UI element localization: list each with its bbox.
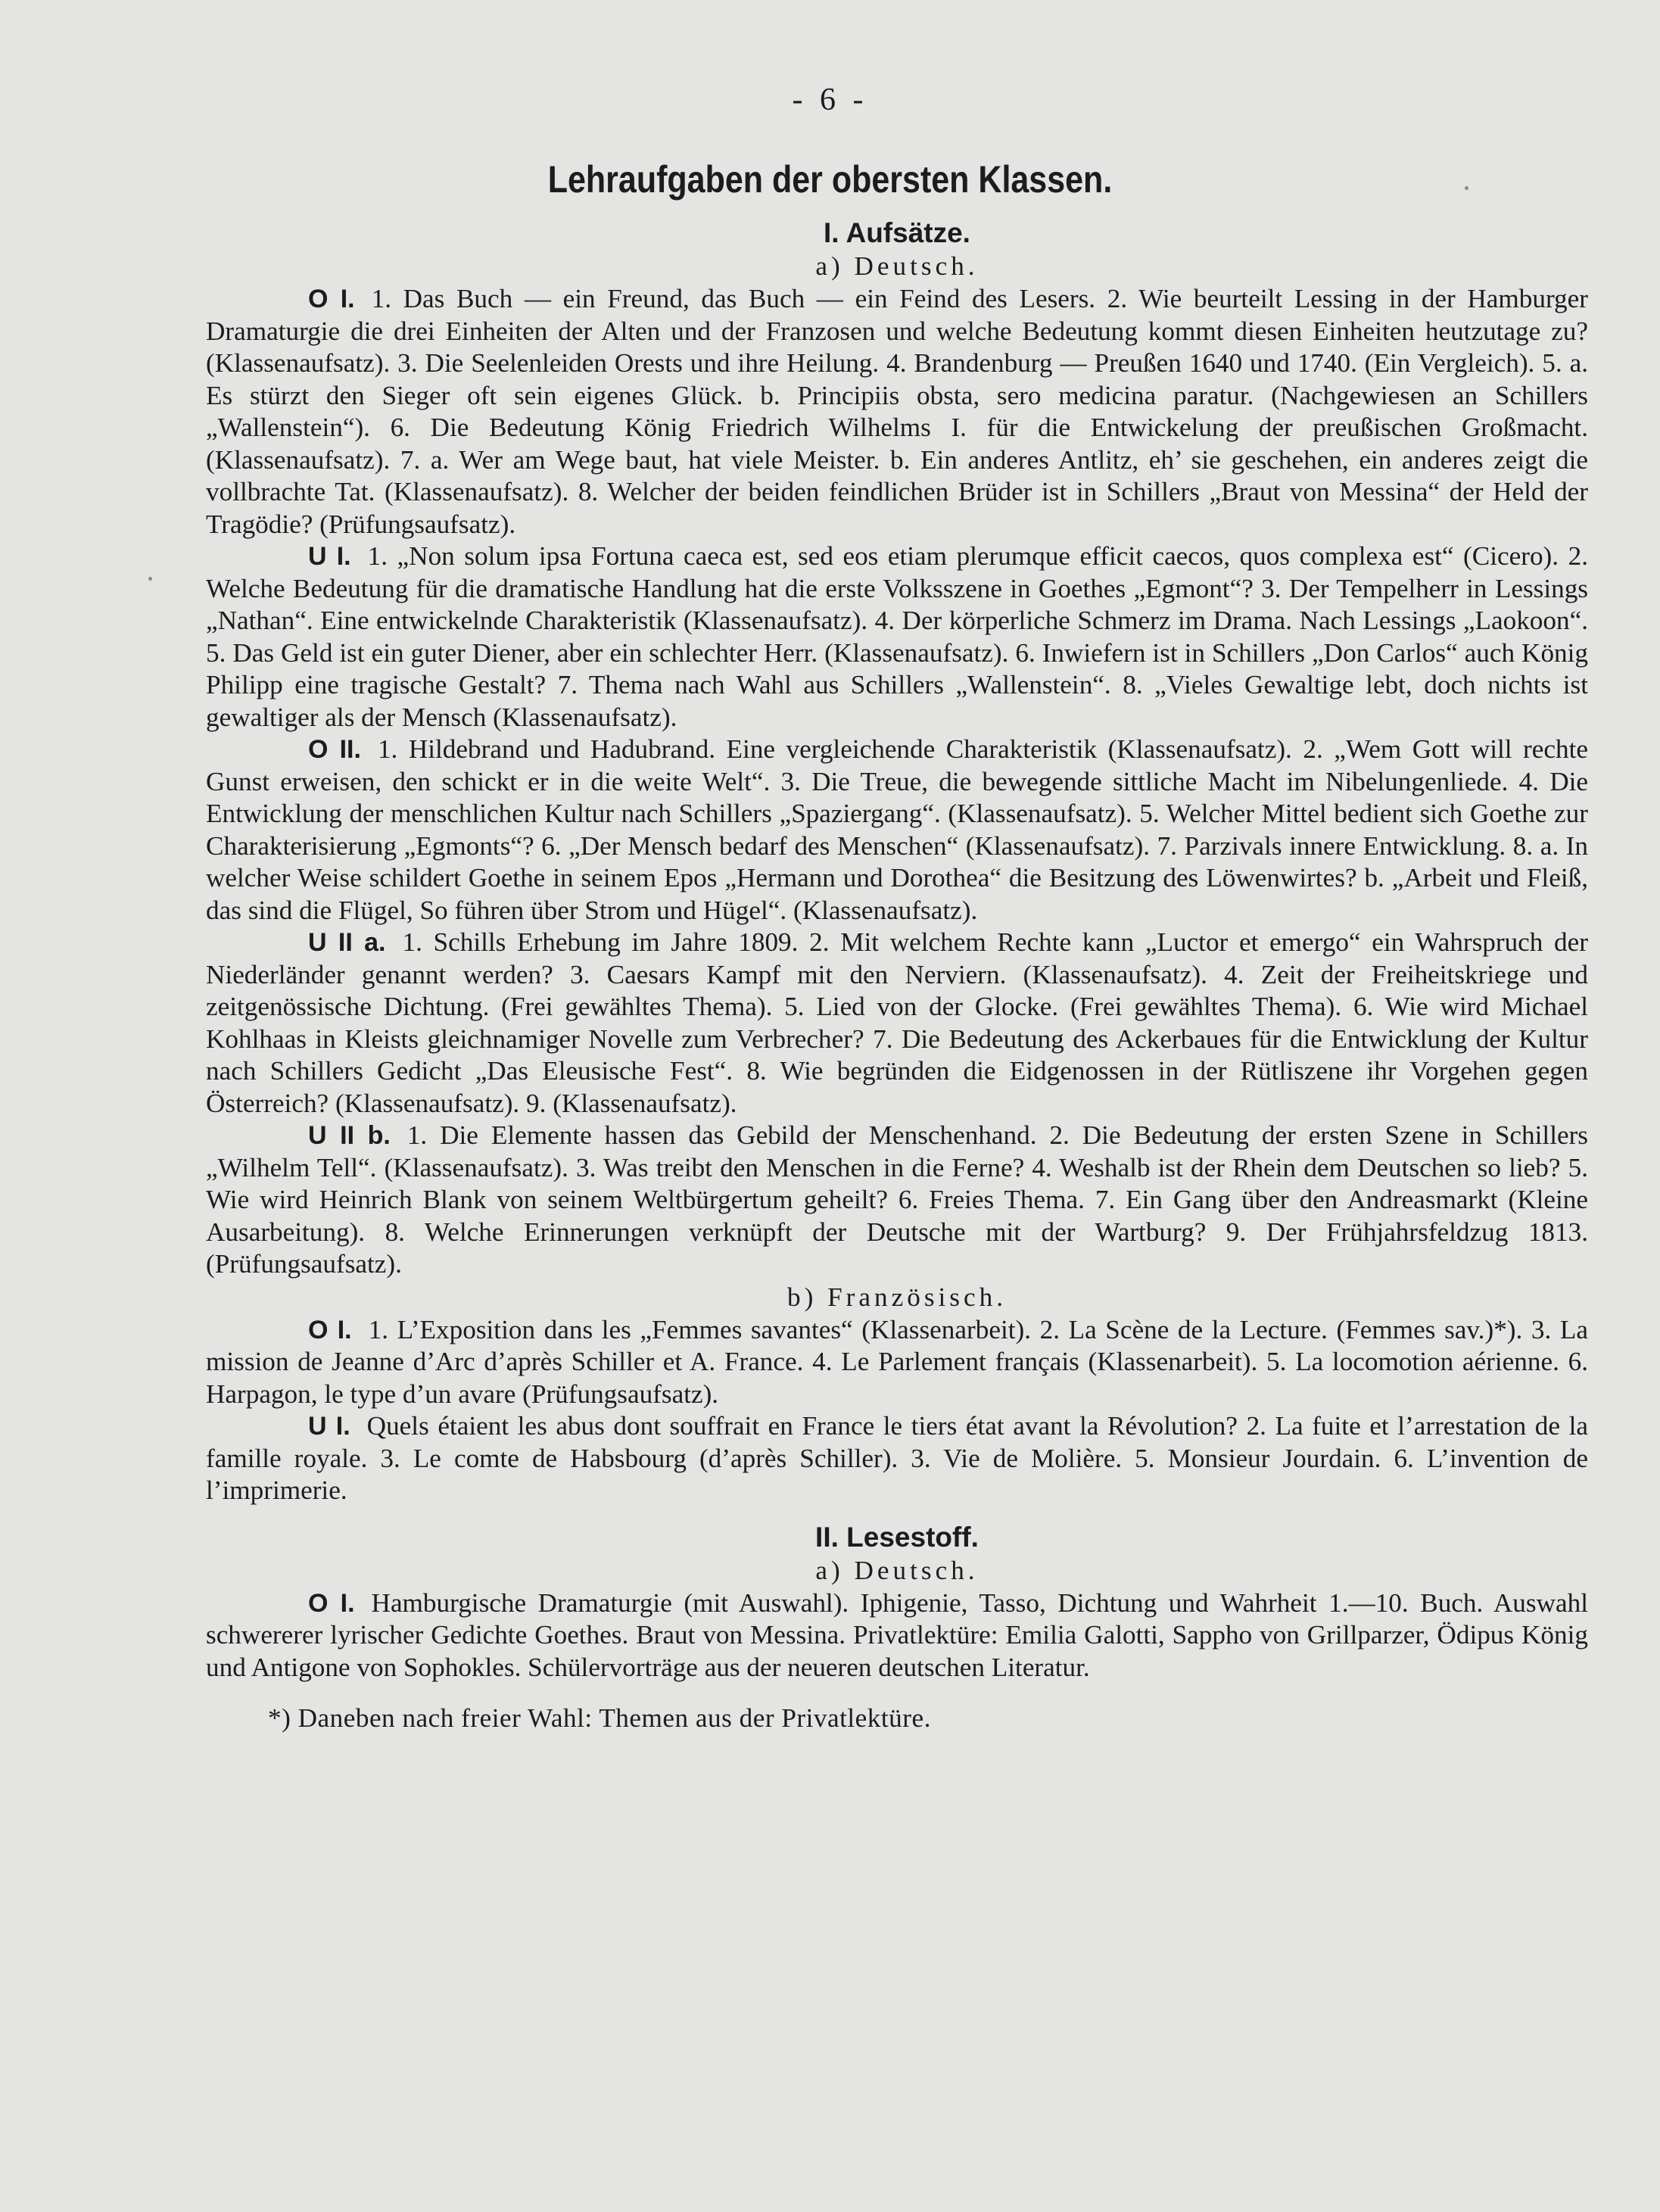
page-body — [206, 217, 1588, 1735]
scan-speck — [148, 577, 152, 581]
class-label: O II. — [308, 735, 361, 764]
section-heading-lesestoff: II. Lesestoff. — [815, 1521, 979, 1553]
class-label: U II a. — [308, 928, 386, 957]
entry-u2a-deutsch — [206, 927, 1588, 1120]
class-label: O I. — [308, 1315, 352, 1344]
entry-text: 1. Schills Erhebung im Jahre 1809. 2. Mit welchem Rechte kann „Luctor et emergo“ ein Wahrspruch der Niederländer genannt werden? 3. Caesars Kampf mit den Nerviern. (Klassenaufsatz). 4. Zeit der Freiheitskriege und zeitgenössische Dichtung. (Frei gewähltes Thema). 5. Lied von der Glocke. (Frei gewähltes Thema). 6. Wie wird Michael Kohlhaas in Kleists gleichnamiger Novelle zum Verbrecher? 7. Die Bedeutung des Ackerbaues für die Entwicklung der Kultur nach Schillers Gedicht „Das Eleusische Fest“. 8. Wie begründen die Eidgenossen in der Rütliszene ihr Vorgehen gegen Österreich? (Klassenaufsatz). 9. (Klassenaufsatz). — [206, 927, 1588, 1118]
entry-o2-deutsch — [206, 734, 1588, 927]
entry-text: 1. L’Exposition dans les „Femmes savantes“ (Klassenarbeit). 2. La Scène de la Lecture. (Femmes sav.)*). 3. La mission de Jeanne d’Arc d’après Schiller et A. France. 4. Le Parlement français (Klassenarbeit). 5. La locomotion aérienne. 6. Harpagon, le type d’un avare (Prüfungsaufsatz). — [206, 1314, 1588, 1409]
subheading-deutsch-lesestoff: a) Deutsch. — [815, 1555, 979, 1585]
scan-speck — [1465, 186, 1468, 190]
section-heading-aufsaetze: I. Aufsätze. — [824, 217, 970, 248]
subheading-deutsch: a) Deutsch. — [815, 251, 979, 281]
entry-o1-lesestoff — [206, 1587, 1588, 1684]
entry-text: 1. „Non solum ipsa Fortuna caeca est, sed eos etiam plerumque efficit caecos, quos complexa est“ (Cicero). 2. Welche Bedeutung für die dramatische Handlung hat die erste Volksszene in Goethes „Egmont“? 3. Der Tempelherr in Lessings „Nathan“. Eine entwickelnde Charakteristik (Klassenaufsatz). 4. Der körperliche Schmerz im Drama. Nach Lessings „Laokoon“. 5. Das Geld ist ein guter Diener, aber ein schlechter Herr. (Klassenaufsatz). 6. Inwiefern ist in Schillers „Don Carlos“ auch König Philipp eine tragische Gestalt? 7. Thema nach Wahl aus Schillers „Wallenstein“. 8. „Vieles Gewaltige lebt, doch nichts ist gewaltiger als der Mensch (Klassenaufsatz). — [206, 541, 1588, 732]
entry-u1-franzoesisch — [206, 1410, 1588, 1507]
class-label: U I. — [308, 1412, 350, 1441]
entry-o1-franzoesisch — [206, 1314, 1588, 1411]
subheading-franzoesisch: b) Französisch. — [787, 1282, 1007, 1312]
entry-text: 1. Die Elemente hassen das Gebild der Menschenhand. 2. Die Bedeutung der ersten Szene in Schillers „Wilhelm Tell“. (Klassenaufsatz). 3. Was treibt den Menschen in die Ferne? 4. Weshalb ist der Rhein dem Deutschen so lieb? 5. Wie wird Heinrich Blank von seinem Weltbürgertum geheilt? 6. Freies Thema. 7. Ein Gang über den Andreasmarkt (Kleine Ausarbeitung). 8. Welche Erinnerungen verknüpft der Deutsche mit der Wartburg? 9. Der Frühjahrsfeldzug 1813. (Prüfungsaufsatz). — [206, 1120, 1589, 1279]
class-label: O I. — [308, 285, 355, 313]
entry-o1-deutsch — [206, 283, 1588, 541]
entry-text: 1. Hildebrand und Hadubrand. Eine vergleichende Charakteristik (Klassenaufsatz). 2. „Wem Gott will rechte Gunst erweisen, den schickt er in die weite Welt“. 3. Die Treue, die bewegende sittliche Macht im Nibelungenliede. 4. Die Entwicklung der menschlichen Kultur nach Schillers „Spaziergang“. (Klassenaufsatz). 5. Welcher Mittel bedient sich Goethe zur Charakterisierung „Egmonts“? 6. „Der Mensch bedarf des Menschen“ (Klassenaufsatz). 7. Parzivals innere Entwicklung. 8. a. In welcher Weise schildert Goethe in seinem Epos „Hermann und Dorothea“ die Besitzung des Löwenwirtes? b. „Arbeit und Fleiß, das sind die Flügel, So führen über Strom und Hügel“. (Klassenaufsatz). — [206, 734, 1589, 925]
entry-text: Hamburgische Dramaturgie (mit Auswahl). Iphigenie, Tasso, Dichtung und Wahrheit 1.—10. Buch. Auswahl schwererer lyrischer Gedichte Goethes. Braut von Messina. Privatlektüre: Emilia Galotti, Sappho von Grillparzer, Ödipus König und Antigone von Sophokles. Schülervorträge aus der neueren deutschen Literatur. — [206, 1587, 1588, 1682]
entry-text: Quels étaient les abus dont souffrait en France le tiers état avant la Révolution? 2. La fuite et l’arrestation de la famille royale. 3. Le comte de Habsbourg (d’après Schiller). 3. Vie de Molière. 5. Monsieur Jourdain. 6. L’invention de l’imprimerie. — [206, 1411, 1588, 1505]
class-label: O I. — [308, 1588, 355, 1618]
entry-u1-deutsch — [206, 541, 1588, 734]
class-label: U I. — [308, 542, 351, 571]
entry-u2b-deutsch — [206, 1120, 1588, 1281]
page-number: - 6 - — [792, 83, 868, 117]
footnote: *) Daneben nach freier Wahl: Themen aus der Privatlektüre. — [268, 1703, 931, 1733]
page-title: Lehraufgaben der obersten Klassen. — [547, 158, 1113, 201]
entry-text: 1. Das Buch — ein Freund, das Buch — ein Feind des Lesers. 2. Wie beurteilt Lessing in der Hamburger Dramaturgie die drei Einheiten der Alten und der Franzosen und welche Bedeutung kommt diesen Einheiten heutzutage zu? (Klassenaufsatz). 3. Die Seelenleiden Orests und ihre Heilung. 4. Brandenburg — Preußen 1640 und 1740. (Ein Vergleich). 5. a. Es stürzt den Sieger oft sein eigenes Glück. b. Principiis obsta, sero medicina paratur. (Nachgewiesen an Schillers „Wallenstein“). 6. Die Bedeutung König Friedrich Wilhelms I. für die Entwickelung der preußischen Großmacht. (Klassenaufsatz). 7. a. Wer am Wege baut, hat viele Meister. b. Ein anderes Antlitz, eh’ sie geschehen, ein anderes zeigt die vollbrachte Tat. (Klassenaufsatz). 8. Welcher der beiden feindlichen Brüder ist in Schillers „Braut von Messina“ der Held der Tragödie? (Prüfungsaufsatz). — [206, 284, 1588, 539]
class-label: U II b. — [308, 1121, 391, 1150]
